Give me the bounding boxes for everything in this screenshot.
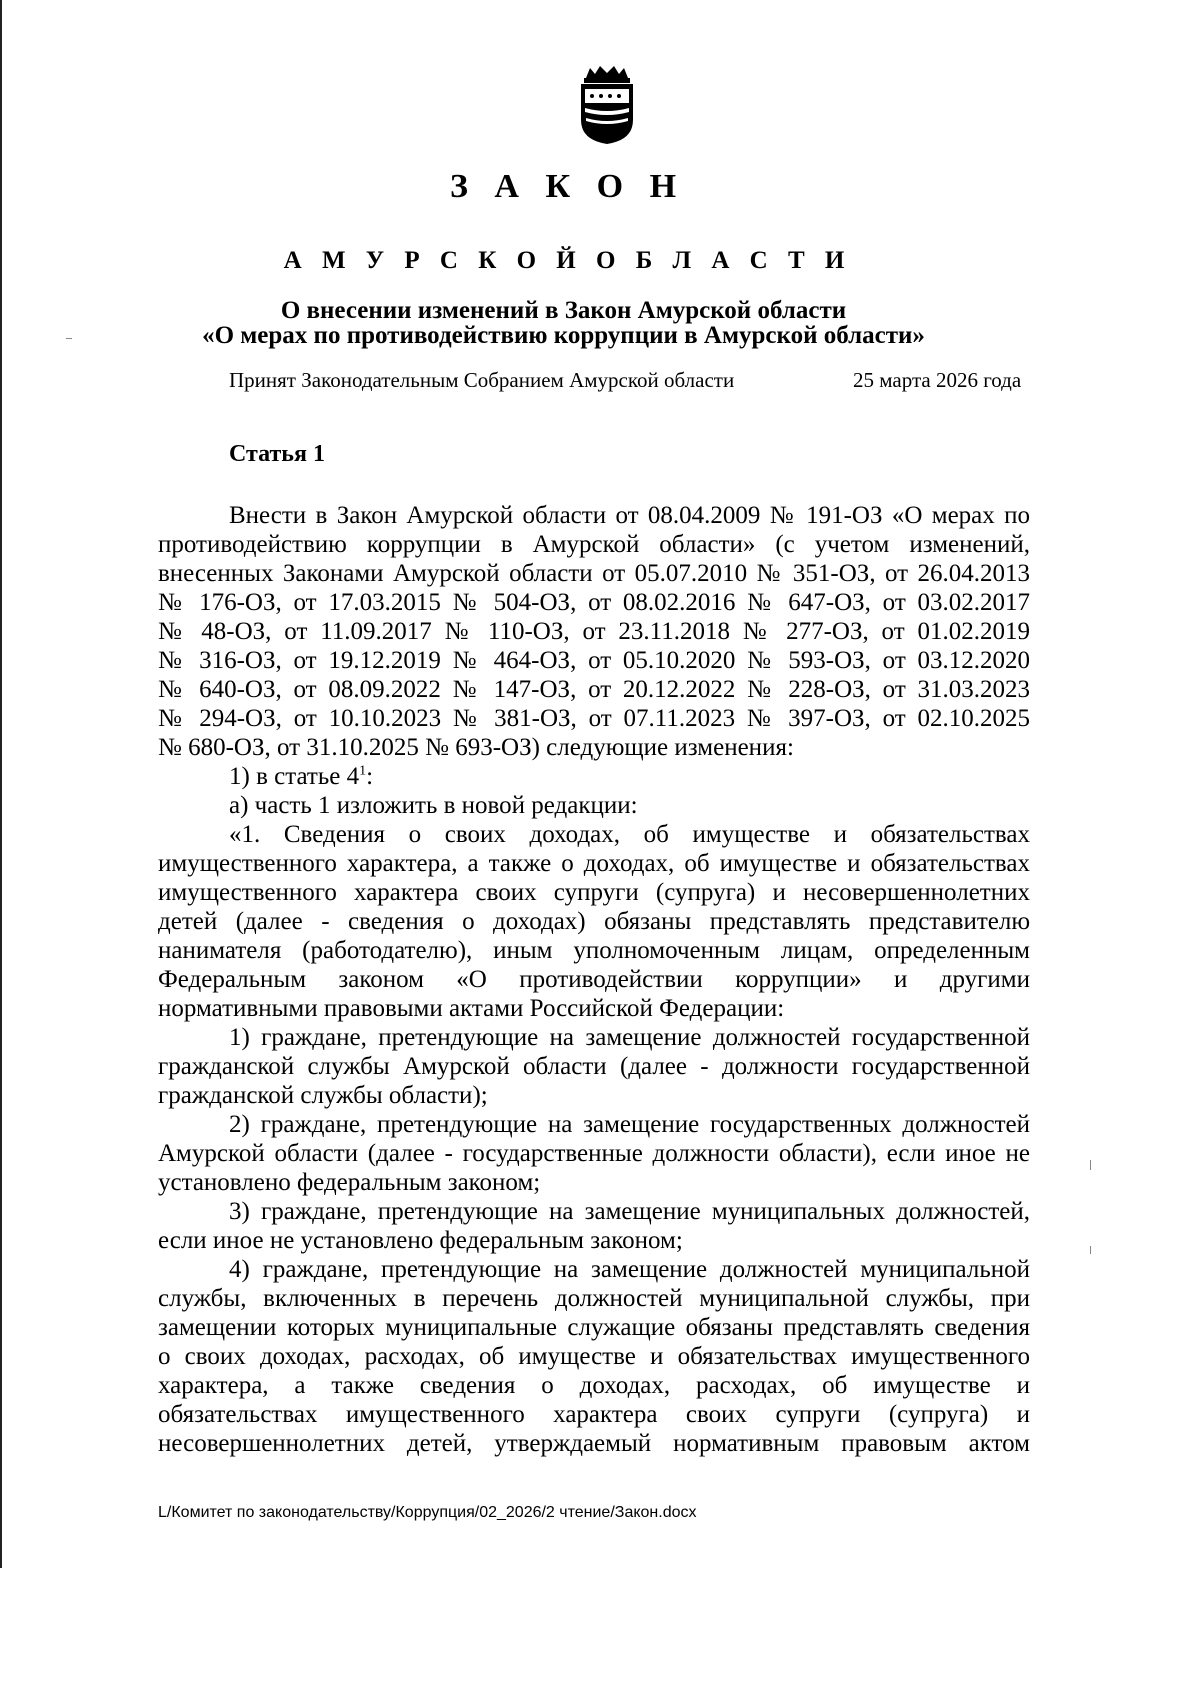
scan-edge	[0, 0, 2, 1568]
body-line: № 294-ОЗ, от 10.10.2023 № 381-ОЗ, от 07.11.2023 № 397-ОЗ, от 02.10.2025	[158, 705, 1030, 732]
body-line: 3) граждане, претендующие на замещение муниципальных должностей,	[229, 1198, 1030, 1225]
body-line: обязательствах имущественного характера своих супруги (супруга) и	[158, 1401, 1030, 1428]
body-line: службы, включенных в перечень должностей муниципальной службы, при	[158, 1285, 1030, 1312]
body-line: Амурской области (далее - государственные должности области), если иное не	[158, 1140, 1030, 1167]
body-line: детей (далее - сведения о доходах) обязаны представлять представителю	[158, 908, 1030, 935]
body-line: № 680-ОЗ, от 31.10.2025 № 693-ОЗ) следующие изменения:	[158, 734, 794, 761]
scan-speck	[1090, 1246, 1091, 1254]
body-line: установлено федеральным законом;	[158, 1169, 541, 1196]
scan-speck	[66, 338, 72, 339]
body-line-article-ref	[158, 762, 1030, 791]
adopted-date: 25 марта 2026 года	[853, 368, 1022, 392]
body-line: нормативными правовыми актами Российской Федерации:	[158, 995, 785, 1022]
article-heading: Статья 1	[229, 441, 325, 467]
region-name: А М У Р С К О Й О Б Л А С Т И	[283, 247, 852, 274]
body-line: если иное не установлено федеральным законом;	[158, 1227, 683, 1254]
body-line: Федеральным законом «О противодействии коррупции» и другими	[158, 966, 1030, 993]
body-line: противодействию коррупции в Амурской области» (с учетом изменений,	[158, 531, 1030, 558]
body-line: а) часть 1 изложить в новой редакции:	[229, 792, 638, 819]
coat-of-arms-emblem	[576, 64, 638, 146]
body-line: 1) граждане, претендующие на замещение должностей государственной	[229, 1024, 1030, 1051]
article-ref-text: 1) в статье 4	[229, 763, 360, 790]
footer-file-path: L/Комитет по законодательству/Коррупция/02_2026/2 чтение/Закон.docx	[158, 1504, 697, 1521]
body-line: о своих доходах, расходах, об имуществе и обязательствах имущественного	[158, 1343, 1030, 1370]
body-line: характера, а также сведения о доходах, расходах, об имуществе и	[158, 1372, 1030, 1399]
law-subject-line-1: О внесении изменений в Закон Амурской области	[280, 297, 847, 324]
body-line: имущественного характера своих супруги (супруга) и несовершеннолетних	[158, 879, 1030, 906]
body-line: «1. Сведения о своих доходах, об имуществе и обязательствах	[229, 821, 1030, 848]
body-line: замещении которых муниципальные служащие обязаны представлять сведения	[158, 1314, 1030, 1341]
body-line: гражданской службы Амурской области (далее - должности государственной	[158, 1053, 1030, 1080]
body-line: гражданской службы области);	[158, 1082, 488, 1109]
body-line: несовершеннолетних детей, утверждаемый нормативным правовым актом	[158, 1430, 1030, 1457]
body-line: 4) граждане, претендующие на замещение должностей муниципальной	[229, 1256, 1030, 1283]
body-line: № 48-ОЗ, от 11.09.2017 № 110-ОЗ, от 23.11.2018 № 277-ОЗ, от 01.02.2019	[158, 618, 1030, 645]
body-line: внесенных Законами Амурской области от 05.07.2010 № 351-ОЗ, от 26.04.2013	[158, 560, 1030, 587]
body-line: 2) граждане, претендующие на замещение государственных должностей	[229, 1111, 1030, 1138]
scan-speck	[1090, 1160, 1091, 1170]
body-line: нанимателя (работодателю), иным уполномоченным лицам, определенным	[158, 937, 1030, 964]
article-body	[158, 501, 1030, 1458]
law-subject-line-2: «О мерах по противодействию коррупции в Амурской области»	[202, 322, 925, 349]
article-ref-colon: :	[366, 763, 374, 790]
body-line: имущественного характера, а также о доходах, об имуществе и обязательствах	[158, 850, 1030, 877]
body-line: № 640-ОЗ, от 08.09.2022 № 147-ОЗ, от 20.12.2022 № 228-ОЗ, от 31.03.2023	[158, 676, 1030, 703]
article-ref-superscript: 1	[359, 763, 367, 779]
body-line: Внести в Закон Амурской области от 08.04.2009 № 191-ОЗ «О мерах по	[229, 502, 1030, 529]
document-title: З А К О Н	[449, 168, 686, 205]
adopted-by: Принят Законодательным Собранием Амурской области	[229, 368, 735, 392]
body-line: № 176-ОЗ, от 17.03.2015 № 504-ОЗ, от 08.02.2016 № 647-ОЗ, от 03.02.2017	[158, 589, 1030, 616]
body-line: № 316-ОЗ, от 19.12.2019 № 464-ОЗ, от 05.10.2020 № 593-ОЗ, от 03.12.2020	[158, 647, 1030, 674]
